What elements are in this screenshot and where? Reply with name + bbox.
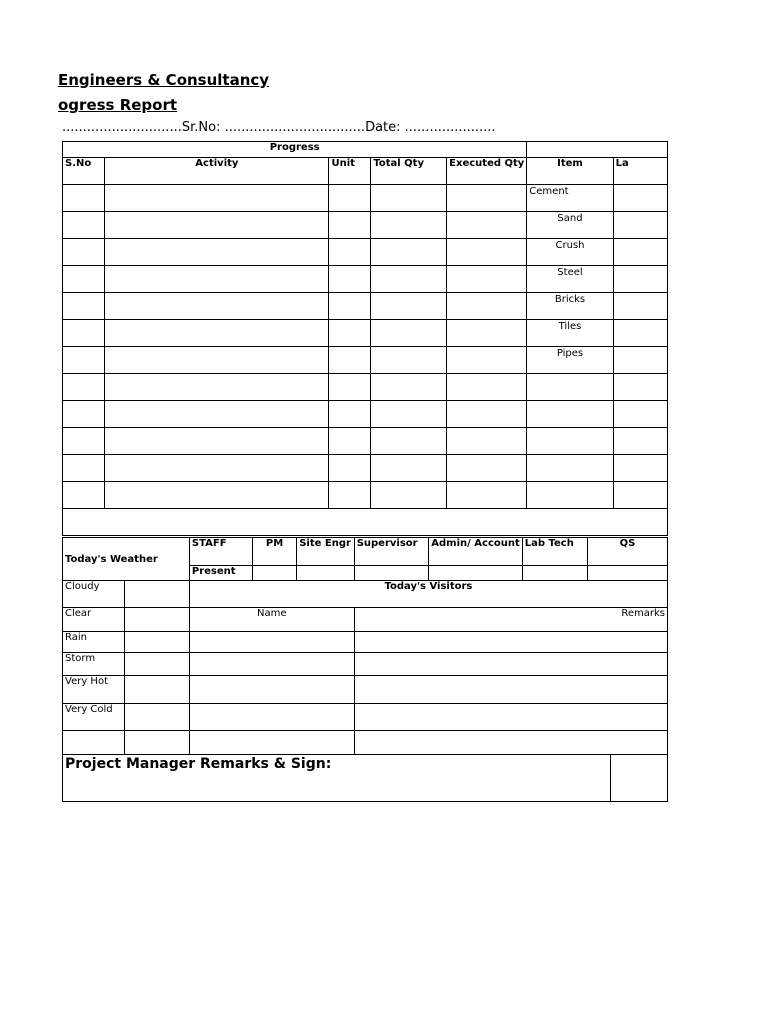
staff-weather-table bbox=[62, 537, 668, 755]
weather-very-hot: Very Hot bbox=[63, 676, 125, 704]
table-row bbox=[63, 401, 668, 428]
table-row bbox=[63, 266, 668, 293]
weather-clear: Clear bbox=[63, 608, 125, 632]
weather-storm: Storm bbox=[63, 653, 125, 676]
pm-remarks-label: Project Manager Remarks & Sign: bbox=[63, 755, 611, 802]
progress-section-header: Progress bbox=[63, 142, 527, 158]
col-activity: Activity bbox=[105, 158, 329, 185]
spacer-row bbox=[63, 509, 668, 536]
col-unit: Unit bbox=[329, 158, 371, 185]
progress-table bbox=[62, 141, 668, 536]
table-row bbox=[63, 374, 668, 401]
visitors-title: Today's Visitors bbox=[189, 581, 667, 608]
item-tiles: Tiles bbox=[527, 320, 613, 347]
company-title: Engineers & Consultancy bbox=[58, 71, 270, 89]
weather-header: Today's Weather bbox=[63, 538, 190, 581]
report-title: ogress Report bbox=[58, 96, 178, 114]
table-row bbox=[63, 239, 668, 266]
table-row bbox=[63, 185, 668, 212]
item-sand: Sand bbox=[527, 212, 613, 239]
item-pipes: Pipes bbox=[527, 347, 613, 374]
role-site-engr: Site Engr bbox=[297, 538, 355, 566]
visitors-name-header: Name bbox=[189, 608, 354, 632]
item-crush: Crush bbox=[527, 239, 613, 266]
item-cement: Cement bbox=[527, 185, 613, 212]
col-sno: S.No bbox=[63, 158, 105, 185]
col-total-qty: Total Qty bbox=[371, 158, 447, 185]
table-row bbox=[63, 212, 668, 239]
weather-very-cold: Very Cold bbox=[63, 704, 125, 731]
col-labour: La bbox=[613, 158, 667, 185]
col-executed-qty: Executed Qty bbox=[447, 158, 527, 185]
role-supervisor: Supervisor bbox=[354, 538, 429, 566]
item-bricks: Bricks bbox=[527, 293, 613, 320]
weather-rain: Rain bbox=[63, 632, 125, 653]
staff-header: STAFF bbox=[189, 538, 252, 566]
item-steel: Steel bbox=[527, 266, 613, 293]
progress-side-header bbox=[527, 142, 668, 158]
role-lab-tech: Lab Tech bbox=[522, 538, 587, 566]
table-row bbox=[63, 320, 668, 347]
table-row bbox=[63, 293, 668, 320]
pm-sign-box bbox=[610, 755, 667, 802]
weather-cloudy: Cloudy bbox=[63, 581, 125, 608]
visitors-remarks-header: Remarks bbox=[354, 608, 667, 632]
present-label: Present bbox=[189, 566, 252, 581]
role-pm: PM bbox=[252, 538, 296, 566]
role-admin-account: Admin/ Account bbox=[429, 538, 522, 566]
table-row bbox=[63, 428, 668, 455]
table-row bbox=[63, 482, 668, 509]
meta-line: .............................Sr.No: ..................................Date: ...................... bbox=[62, 120, 496, 135]
col-item: Item bbox=[527, 158, 613, 185]
role-qs: QS bbox=[587, 538, 667, 566]
table-row bbox=[63, 455, 668, 482]
pm-remarks-table bbox=[62, 754, 668, 802]
table-row bbox=[63, 347, 668, 374]
